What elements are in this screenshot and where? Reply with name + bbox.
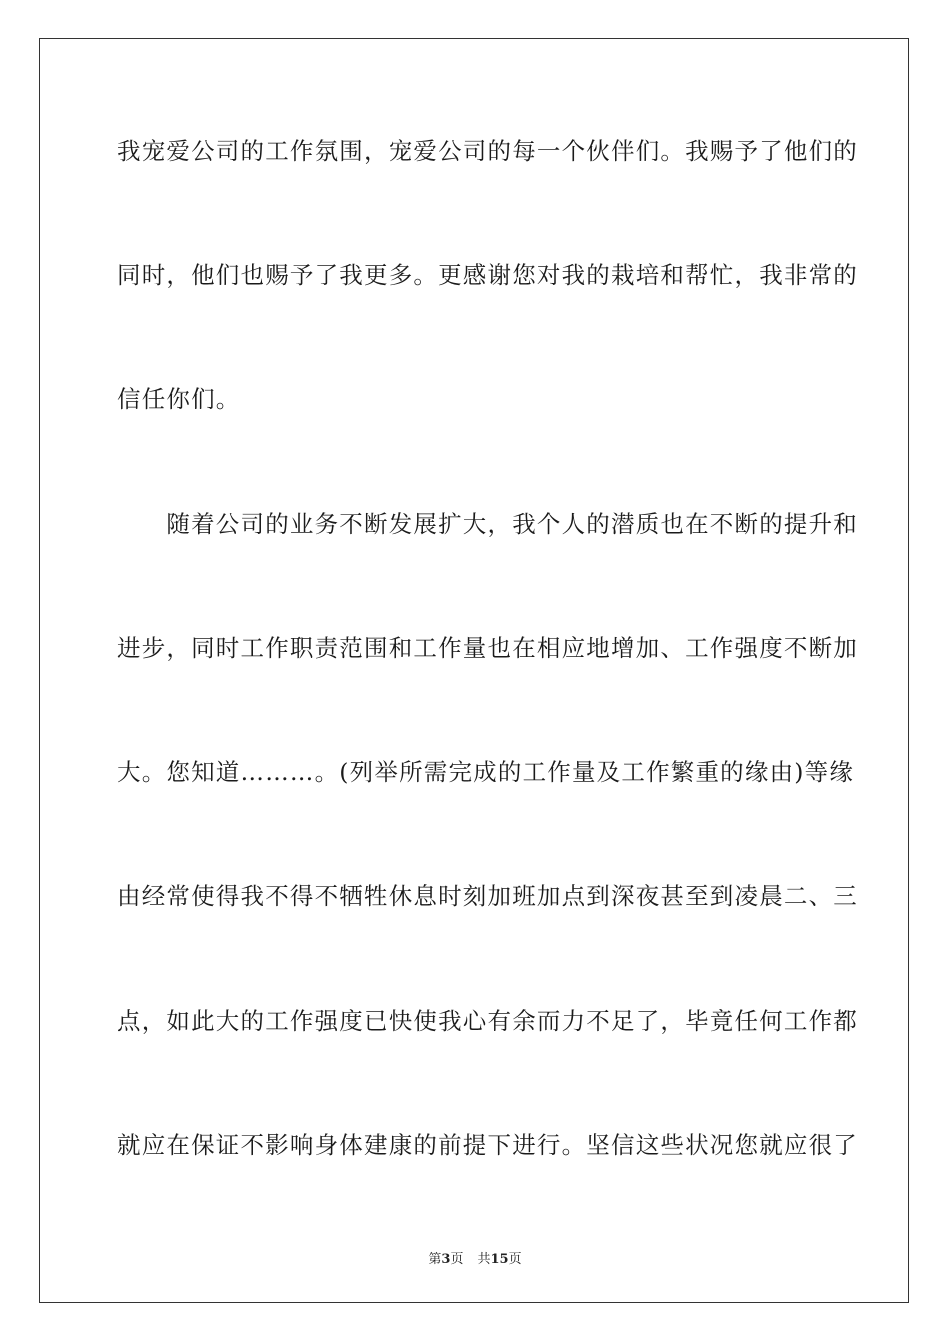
paragraph-line-7: 由经常使得我不得不牺牲休息时刻加班加点到深夜甚至到凌晨二、三 xyxy=(117,882,858,910)
page-suffix: 页 xyxy=(450,1252,464,1267)
page-prefix: 第 xyxy=(428,1252,442,1267)
paragraph-line-4: 随着公司的业务不断发展扩大，我个人的潜质也在不断的提升和 xyxy=(117,510,858,538)
paragraph-line-3: 信任你们。 xyxy=(117,385,241,413)
paragraph-line-1: 我宠爱公司的工作氛围，宠爱公司的每一个伙伴们。我赐予了他们的 xyxy=(117,137,858,165)
paragraph-line-9: 就应在保证不影响身体建康的前提下进行。坚信这些状况您就应很了 xyxy=(117,1131,858,1159)
page-number: 3 xyxy=(441,1252,451,1267)
total-suffix: 页 xyxy=(508,1252,522,1267)
total-pages: 15 xyxy=(490,1252,509,1267)
page-border xyxy=(39,38,909,1303)
total-prefix: 共 xyxy=(477,1252,491,1267)
paragraph-line-5: 进步，同时工作职责范围和工作量也在相应地增加、工作强度不断加 xyxy=(117,634,858,662)
paragraph-line-2: 同时，他们也赐予了我更多。更感谢您对我的栽培和帮忙，我非常的 xyxy=(117,261,858,289)
paragraph-line-8: 点，如此大的工作强度已快使我心有余而力不足了，毕竟任何工作都 xyxy=(117,1007,858,1035)
page-footer xyxy=(0,1248,950,1267)
paragraph-line-6: 大。您知道………。(列举所需完成的工作量及工作繁重的缘由)等缘 xyxy=(117,758,855,786)
